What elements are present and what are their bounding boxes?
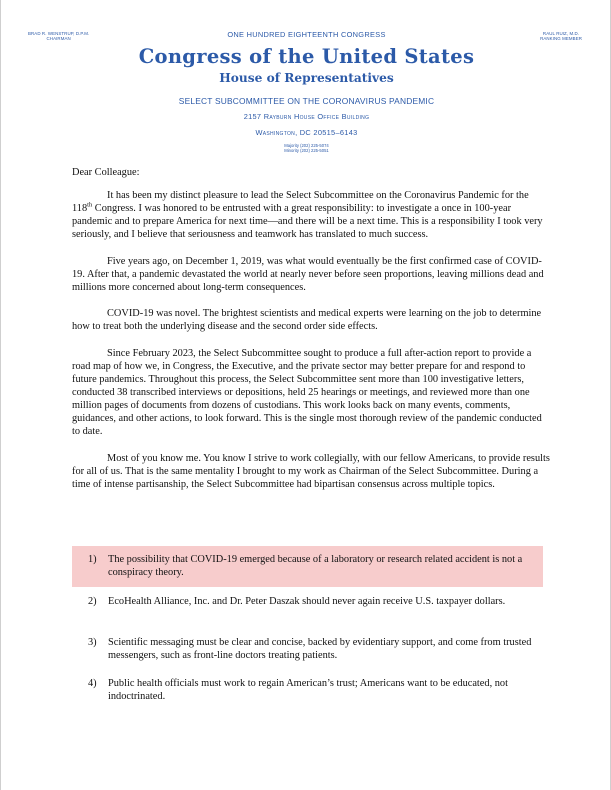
letterhead: [1, 0, 611, 160]
subcommittee-name: SELECT SUBCOMMITTEE ON THE CORONAVIRUS PANDEMIC: [178, 96, 435, 106]
chairman-name: BRAD R. WENSTRUP, D.P.M.: [28, 31, 90, 36]
finding-4: [72, 677, 550, 703]
paragraph-1: [72, 189, 550, 241]
finding-2-number: 2): [88, 596, 97, 607]
paragraph-4: Since February 2023, the Select Subcommittee sought to produce a full after-action report to provide a road map of how we, in Congress, the Executive, and the private sector may better prepare for and respond to future pandemics. Throughout this process, the Select Subcommittee sent more than 100 investigative letters, conducted 38 transcribed interviews or depositions, held 25 hearings or meetings, and reviewed more than one million pages of documents from dozens of custodians. This work looks back on many events, comments, guidances, and other actions, to look forward. This is the single most thorough review of the pandemic conducted to date.: [72, 347, 542, 438]
office-address: 2157 Rayburn House Office Building: [243, 112, 370, 121]
paragraph-3: COVID-19 was novel. The brightest scientists and medical experts were learning on the job to determine how to treat both the underlying disease and the second order side effects.: [72, 308, 542, 333]
paragraph-2: Five years ago, on December 1, 2019, was what would eventually be the first confirmed case of COVID-19. After that, a pandemic devastated the world at nearly never before seen proportions, leaving millions dead and millions more concerned about long-term consequences.: [72, 255, 544, 293]
salutation: Dear Colleague:: [72, 167, 140, 178]
ranking-member-name: RAUL RUIZ, M.D.: [542, 31, 580, 36]
finding-2-text: EcoHealth Alliance, Inc. and Dr. Peter Daszak should never again receive U.S. taxpayer dollars.: [108, 596, 506, 607]
finding-3-text: Scientific messaging must be clear and concise, backed by evidentiary support, and come from trusted messengers, such as front-line doctors treating patients.: [108, 637, 532, 662]
letterhead-house: House of Representatives: [219, 71, 394, 85]
paragraph-1-text-a: It has been my distinct pleasure to lead the Select Subcommittee on the Coronavirus Pandemic for the 118: [72, 190, 529, 215]
letterhead-title: Congress of the United States: [138, 45, 475, 68]
finding-1: [72, 553, 550, 579]
finding-2: [72, 595, 550, 608]
ranking-member-title: RANKING MEMBER: [540, 36, 582, 42]
finding-4-number: 4): [88, 678, 97, 689]
congress-number: ONE HUNDRED EIGHTEENTH CONGRESS: [227, 30, 386, 39]
chairman-title: CHAIRMAN: [46, 36, 71, 42]
ordinal-suffix: th: [87, 201, 93, 209]
paragraph-1-text-b: Congress. I was honored to be entrusted with a great responsibility: to investigate a once in 100-year pandemic and to prepare America for next time—and there will be a next time. This is a responsibility I took very seriously, and I believe that seriousness and teamwork has translated to much success.: [72, 203, 543, 241]
finding-1-text: The possibility that COVID-19 emerged because of a laboratory or research related accident is not a conspiracy theory.: [108, 554, 523, 579]
office-city: Washington, DC 20515–6143: [255, 128, 358, 137]
letter-body: [72, 166, 550, 504]
finding-3-number: 3): [88, 637, 97, 648]
finding-1-number: 1): [88, 554, 97, 565]
paragraph-5: Most of you know me. You know I strive to work collegially, with our fellow Americans, to provide results for all of us. That is the same mentality I brought to my work as Chairman of the Select Subcommittee. During a time of intense partisanship, the Select Subcommittee had bipartisan consensus across multiple topics.: [72, 452, 550, 490]
majority-phone: Majority (202) 225-5074: [284, 143, 329, 148]
phone-numbers: [1, 143, 611, 153]
finding-4-text: Public health officials must work to regain American’s trust; Americans want to be educated, not indoctrinated.: [108, 678, 508, 703]
minority-phone: Minority (202) 225-5051: [284, 148, 329, 153]
finding-3: [72, 636, 550, 662]
